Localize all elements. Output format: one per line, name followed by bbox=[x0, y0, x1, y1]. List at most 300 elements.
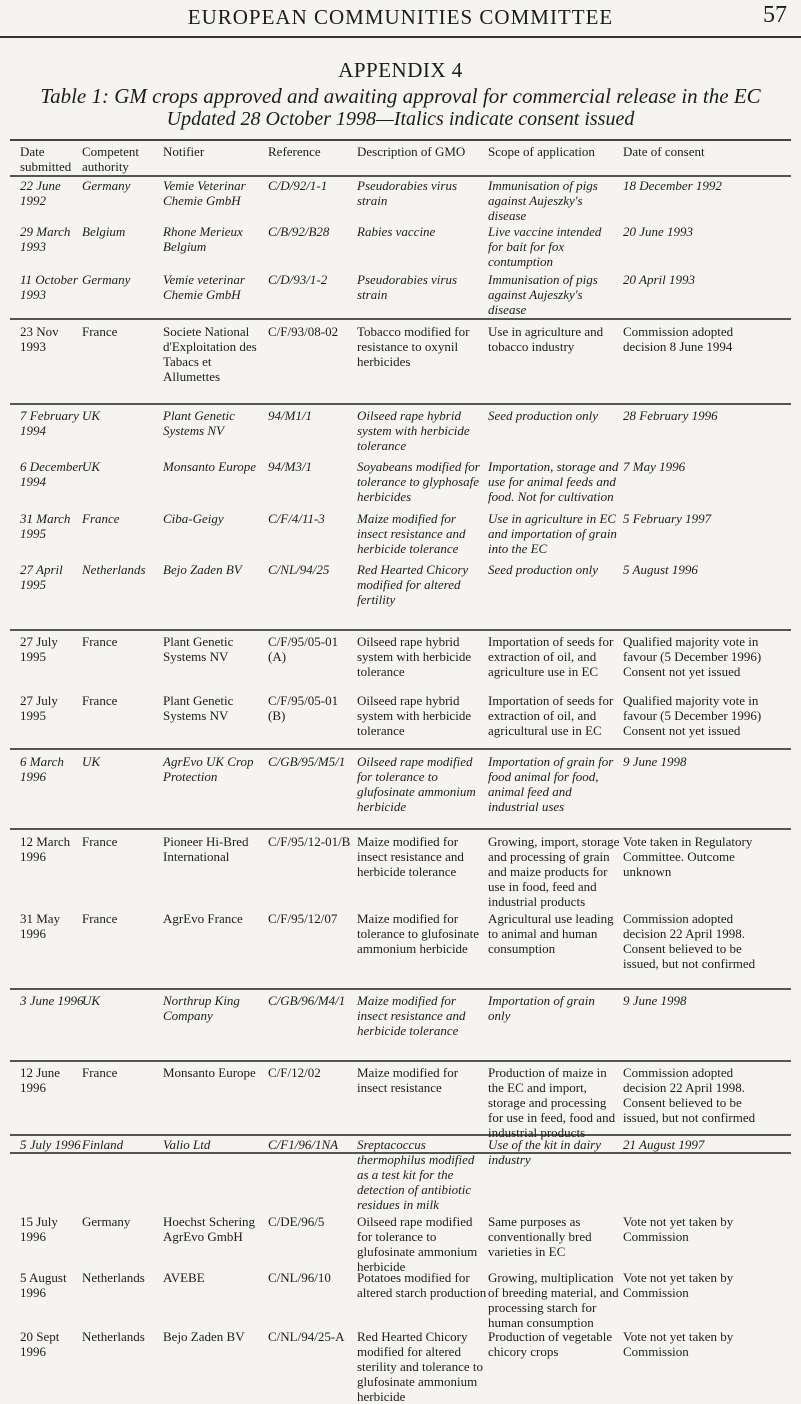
cell-text: 29 March bbox=[20, 224, 71, 239]
description-cell bbox=[357, 272, 487, 302]
cell-text: 5 August 1996 bbox=[623, 562, 698, 577]
cell-text: detection of antibiotic bbox=[357, 1182, 472, 1197]
reference-cell bbox=[268, 562, 358, 577]
date-of-consent-cell bbox=[623, 911, 793, 971]
description-cell bbox=[357, 693, 487, 738]
cell-text: Netherlands bbox=[82, 1270, 145, 1285]
running-header: EUROPEAN COMMUNITIES COMMITTEE bbox=[187, 5, 614, 29]
description-cell bbox=[357, 511, 487, 556]
cell-text: altered starch production bbox=[357, 1285, 487, 1300]
cell-text: varieties in EC bbox=[488, 1244, 566, 1259]
cell-text: Systems NV bbox=[163, 708, 229, 723]
cell-text: into the EC bbox=[488, 541, 548, 556]
cell-text: system with herbicide bbox=[357, 423, 470, 438]
cell-text: Immunisation of pigs bbox=[488, 272, 598, 287]
cell-text: 18 December 1992 bbox=[623, 178, 722, 193]
cell-text: Oilseed rape modified bbox=[357, 1214, 473, 1229]
cell-text: extraction of oil, and bbox=[488, 708, 597, 723]
cell-text: herbicides bbox=[357, 354, 411, 369]
cell-text: C/GB/95/M5/1 bbox=[268, 754, 346, 769]
cell-text: Germany bbox=[82, 272, 131, 287]
date-submitted-cell bbox=[20, 459, 84, 489]
cell-text: Growing, import, storage bbox=[488, 834, 620, 849]
cell-text: modified for altered bbox=[357, 577, 461, 592]
cell-text: Monsanto Europe bbox=[163, 1065, 256, 1080]
cell-text: 1996 bbox=[20, 849, 46, 864]
cell-text: Commission adopted bbox=[623, 911, 734, 926]
cell-text: 1995 bbox=[20, 526, 46, 541]
competent-authority-cell bbox=[82, 911, 157, 926]
cell-text: France bbox=[82, 511, 120, 526]
scope-cell bbox=[488, 224, 623, 269]
cell-text: resistance to oxynil bbox=[357, 339, 459, 354]
reference-cell bbox=[268, 754, 358, 769]
cell-text: Maize modified for bbox=[357, 1065, 459, 1080]
page-number: 57 bbox=[763, 2, 787, 28]
cell-text: Qualified majority vote in bbox=[623, 693, 759, 708]
cell-text: 31 May bbox=[20, 911, 61, 926]
cell-text: Oilseed rape hybrid bbox=[357, 408, 461, 423]
notifier-cell bbox=[163, 224, 263, 254]
cell-text: against Aujeszky's bbox=[488, 193, 583, 208]
cell-text: decision 8 June 1994 bbox=[623, 339, 733, 354]
table-top-rule bbox=[10, 139, 791, 141]
competent-authority-cell bbox=[82, 754, 157, 769]
cell-text: France bbox=[82, 634, 118, 649]
cell-text: Monsanto Europe bbox=[163, 459, 257, 474]
cell-text: tolerance to glyphosafe bbox=[357, 474, 480, 489]
cell-text: 27 July bbox=[20, 693, 58, 708]
scope-cell bbox=[488, 178, 623, 223]
cell-text: 1995 bbox=[20, 708, 46, 723]
header-text: Reference bbox=[268, 144, 321, 159]
cell-text: tolerance bbox=[357, 723, 405, 738]
scope-cell bbox=[488, 511, 623, 556]
cell-text: France bbox=[82, 1065, 118, 1080]
col-reference-header bbox=[268, 144, 321, 159]
date-submitted-cell bbox=[20, 834, 80, 864]
group-divider bbox=[10, 1060, 791, 1062]
cell-text: Pioneer Hi-Bred bbox=[163, 834, 249, 849]
cell-text: Vote not yet taken by bbox=[623, 1329, 734, 1344]
cell-text: for tolerance to bbox=[357, 1229, 437, 1244]
competent-authority-cell bbox=[82, 634, 157, 649]
cell-text: C/NL/96/10 bbox=[268, 1270, 331, 1285]
cell-text: Bejo Zaden BV bbox=[163, 562, 242, 577]
cell-text: Finland bbox=[82, 1137, 124, 1152]
scope-cell bbox=[488, 324, 623, 354]
cell-text: tolerance bbox=[357, 664, 405, 679]
competent-authority-cell bbox=[82, 178, 157, 193]
cell-text: Germany bbox=[82, 178, 131, 193]
description-cell bbox=[357, 1214, 487, 1274]
col-date-submitted-header bbox=[20, 144, 71, 174]
scope-cell bbox=[488, 911, 623, 956]
cell-text: Hoechst Schering bbox=[163, 1214, 256, 1229]
cell-text: 27 July bbox=[20, 634, 58, 649]
cell-text: Allumettes bbox=[163, 369, 221, 384]
date-submitted-cell bbox=[20, 1137, 80, 1152]
reference-cell bbox=[268, 834, 358, 849]
cell-text: residues in milk bbox=[357, 1197, 439, 1212]
group-divider bbox=[10, 403, 791, 405]
cell-text: C/F/93/08-02 bbox=[268, 324, 339, 339]
group-divider bbox=[10, 748, 791, 750]
table-subtitle: Updated 28 October 1998—Italics indicate consent issued bbox=[166, 108, 635, 130]
competent-authority-cell bbox=[82, 693, 157, 708]
cell-text: Oilseed rape modified bbox=[357, 754, 473, 769]
cell-text: Tobacco modified for bbox=[357, 324, 470, 339]
date-submitted-cell bbox=[20, 408, 80, 438]
cell-text: 12 March bbox=[20, 834, 71, 849]
cell-text: 20 April 1993 bbox=[623, 272, 695, 287]
cell-text: Importation of seeds for bbox=[488, 634, 614, 649]
cell-text: C/F1/96/1NA bbox=[268, 1137, 339, 1152]
cell-text: against Aujeszky's bbox=[488, 287, 583, 302]
cell-text: herbicide bbox=[357, 1259, 406, 1274]
scope-cell bbox=[488, 634, 623, 679]
date-of-consent-cell bbox=[623, 1329, 793, 1359]
cell-text: ammonium herbicide bbox=[357, 941, 468, 956]
cell-text: C/F/12/02 bbox=[268, 1065, 321, 1080]
cell-text: 9 June 1998 bbox=[623, 993, 687, 1008]
reference-cell bbox=[268, 511, 358, 526]
cell-text: Commission bbox=[623, 1344, 689, 1359]
cell-text: Consent believed to be bbox=[623, 941, 742, 956]
date-submitted-cell bbox=[20, 511, 80, 541]
cell-text: Committee. Outcome bbox=[623, 849, 735, 864]
cell-text: unknown bbox=[623, 864, 672, 879]
cell-text: Commission adopted bbox=[623, 324, 734, 339]
cell-text: 15 July bbox=[20, 1214, 58, 1229]
cell-text: France bbox=[82, 911, 118, 926]
date-submitted-cell bbox=[20, 754, 80, 784]
date-submitted-cell bbox=[20, 324, 80, 354]
cell-text: glufosinate ammonium bbox=[357, 1244, 478, 1259]
cell-text: Maize modified for bbox=[357, 911, 459, 926]
cell-text: human consumption bbox=[488, 1315, 594, 1330]
scope-cell bbox=[488, 272, 623, 317]
description-cell bbox=[357, 634, 487, 679]
cell-text: Oilseed rape hybrid bbox=[357, 634, 460, 649]
notifier-cell bbox=[163, 1137, 263, 1152]
reference-cell bbox=[268, 1137, 358, 1152]
cell-text: 94/M1/1 bbox=[268, 408, 313, 423]
date-of-consent-cell bbox=[623, 634, 793, 679]
description-cell bbox=[357, 178, 487, 208]
cell-text: agriculture use in EC bbox=[488, 664, 599, 679]
header-text: Notifier bbox=[163, 144, 205, 159]
cell-text: France bbox=[82, 834, 118, 849]
cell-text: Seed production only bbox=[488, 562, 598, 577]
date-of-consent-cell bbox=[623, 1214, 793, 1244]
cell-text: 6 December bbox=[20, 459, 84, 474]
notifier-cell bbox=[163, 511, 263, 526]
cell-text: C/NL/94/25-A bbox=[268, 1329, 345, 1344]
cell-text: Importation of seeds for bbox=[488, 693, 614, 708]
notifier-cell bbox=[163, 1270, 263, 1285]
header-text: Description of GMO bbox=[357, 144, 466, 159]
cell-text: 31 March bbox=[20, 511, 71, 526]
date-of-consent-cell bbox=[623, 408, 793, 423]
header-text: submitted bbox=[20, 159, 72, 174]
header-text: Date of consent bbox=[623, 144, 705, 159]
cell-text: Protection bbox=[163, 769, 218, 784]
cell-text: insect resistance and bbox=[357, 1008, 466, 1023]
appendix-title: APPENDIX 4 bbox=[338, 58, 463, 82]
notifier-cell bbox=[163, 562, 263, 577]
cell-text: Consent not yet issued bbox=[623, 664, 741, 679]
cell-text: chicory crops bbox=[488, 1344, 559, 1359]
description-cell bbox=[357, 1137, 487, 1212]
scope-cell bbox=[488, 993, 623, 1023]
cell-text: disease bbox=[488, 208, 527, 223]
cell-text: AgrEvo GmbH bbox=[163, 1229, 243, 1244]
cell-text: 1994 bbox=[20, 474, 46, 489]
cell-text: 28 February 1996 bbox=[623, 408, 718, 423]
reference-cell bbox=[268, 224, 358, 239]
cell-text: C/NL/94/25 bbox=[268, 562, 330, 577]
cell-text: France bbox=[82, 693, 118, 708]
date-submitted-cell bbox=[20, 634, 80, 664]
cell-text: International bbox=[163, 849, 230, 864]
cell-text: Growing, multiplication bbox=[488, 1270, 614, 1285]
cell-text: disease bbox=[488, 302, 527, 317]
group-divider bbox=[10, 988, 791, 990]
cell-text: 1995 bbox=[20, 649, 46, 664]
cell-text: 6 March bbox=[20, 754, 64, 769]
cell-text: processing starch for bbox=[488, 1300, 597, 1315]
cell-text: fertility bbox=[357, 592, 396, 607]
cell-text: 23 Nov bbox=[20, 324, 59, 339]
cell-text: issued, but not confirmed bbox=[623, 1110, 756, 1125]
date-of-consent-cell bbox=[623, 1270, 793, 1300]
cell-text: agricultural use in EC bbox=[488, 723, 602, 738]
cell-text: AgrEvo France bbox=[163, 911, 243, 926]
cell-text: Maize modified for bbox=[357, 993, 456, 1008]
cell-text: d'Exploitation des bbox=[163, 339, 257, 354]
description-cell bbox=[357, 562, 487, 607]
cell-text: UK bbox=[82, 993, 101, 1008]
cell-text: Production of vegetable bbox=[488, 1329, 613, 1344]
group-divider bbox=[10, 318, 791, 320]
competent-authority-cell bbox=[82, 1270, 157, 1285]
scope-cell bbox=[488, 1065, 623, 1140]
cell-text: 27 April bbox=[20, 562, 63, 577]
description-cell bbox=[357, 1329, 487, 1404]
cell-text: France bbox=[82, 324, 118, 339]
date-of-consent-cell bbox=[623, 693, 793, 738]
cell-text: Oilseed rape hybrid bbox=[357, 693, 460, 708]
cell-text: food animal for food, bbox=[488, 769, 599, 784]
cell-text: 1996 bbox=[20, 926, 46, 941]
reference-cell bbox=[268, 1270, 358, 1285]
date-of-consent-cell bbox=[623, 834, 793, 879]
reference-cell bbox=[268, 693, 358, 723]
cell-text: Netherlands bbox=[82, 1329, 145, 1344]
cell-text: sterility and tolerance to bbox=[357, 1359, 483, 1374]
cell-text: Vote not yet taken by bbox=[623, 1270, 734, 1285]
scope-cell bbox=[488, 754, 623, 814]
header-rule bbox=[0, 36, 801, 38]
cell-text: Ciba-Geigy bbox=[163, 511, 224, 526]
cell-text: Sreptacoccus bbox=[357, 1137, 426, 1152]
competent-authority-cell bbox=[82, 993, 157, 1008]
cell-text: Live vaccine intended bbox=[488, 224, 602, 239]
cell-text: Consent not yet issued bbox=[623, 723, 741, 738]
cell-text: Systems NV bbox=[163, 423, 225, 438]
cell-text: Company bbox=[163, 1008, 213, 1023]
competent-authority-cell bbox=[82, 459, 157, 474]
cell-text: Systems NV bbox=[163, 649, 229, 664]
scope-cell bbox=[488, 459, 623, 504]
cell-text: system with herbicide bbox=[357, 649, 472, 664]
cell-text: 1992 bbox=[20, 193, 46, 208]
cell-text: C/GB/96/M4/1 bbox=[268, 993, 346, 1008]
cell-text: contumption bbox=[488, 254, 553, 269]
scope-cell bbox=[488, 562, 623, 577]
cell-text: animal feed and bbox=[488, 784, 572, 799]
reference-cell bbox=[268, 272, 358, 287]
scope-cell bbox=[488, 1270, 623, 1330]
scope-cell bbox=[488, 1329, 623, 1359]
competent-authority-cell bbox=[82, 1137, 157, 1152]
notifier-cell bbox=[163, 272, 263, 302]
cell-text: herbicide tolerance bbox=[357, 864, 457, 879]
cell-text: modified for altered bbox=[357, 1344, 461, 1359]
cell-text: herbicide tolerance bbox=[357, 541, 459, 556]
cell-text: 1995 bbox=[20, 577, 46, 592]
cell-text: for use in feed, food and bbox=[488, 1110, 616, 1125]
competent-authority-cell bbox=[82, 1065, 157, 1080]
reference-cell bbox=[268, 408, 358, 423]
date-submitted-cell bbox=[20, 178, 80, 208]
cell-text: thermophilus modified bbox=[357, 1152, 475, 1167]
notifier-cell bbox=[163, 754, 263, 784]
cell-text: 20 June 1993 bbox=[623, 224, 694, 239]
reference-cell bbox=[268, 634, 358, 664]
notifier-cell bbox=[163, 834, 263, 864]
cell-text: for tolerance to bbox=[357, 769, 438, 784]
cell-text: C/F/4/11-3 bbox=[268, 511, 325, 526]
cell-text: Vote taken in Regulatory bbox=[623, 834, 753, 849]
cell-text: Societe National bbox=[163, 324, 250, 339]
cell-text: decision 22 April 1998. bbox=[623, 926, 746, 941]
date-of-consent-cell bbox=[623, 324, 793, 354]
reference-cell bbox=[268, 1214, 358, 1229]
cell-text: Commission bbox=[623, 1285, 689, 1300]
table-title: Table 1: GM crops approved and awaiting approval for commercial release in the EC bbox=[40, 84, 761, 108]
cell-text: herbicides bbox=[357, 489, 412, 504]
cell-text: use for animal feeds and bbox=[488, 474, 616, 489]
date-submitted-cell bbox=[20, 1214, 80, 1244]
notifier-cell bbox=[163, 693, 263, 723]
competent-authority-cell bbox=[82, 324, 157, 339]
cell-text: and maize products for bbox=[488, 864, 608, 879]
group-divider bbox=[10, 175, 791, 177]
col-competent-authority-header bbox=[82, 144, 139, 174]
cell-text: Importation of grain for bbox=[488, 754, 614, 769]
competent-authority-cell bbox=[82, 272, 157, 287]
cell-text: and processing of grain bbox=[488, 849, 610, 864]
date-of-consent-cell bbox=[623, 178, 793, 193]
cell-text: 1996 bbox=[20, 1229, 46, 1244]
cell-text: Seed production only bbox=[488, 408, 598, 423]
cell-text: conventionally bred bbox=[488, 1229, 592, 1244]
cell-text: glufosinate ammonium bbox=[357, 784, 476, 799]
reference-cell bbox=[268, 178, 358, 193]
notifier-cell bbox=[163, 178, 263, 208]
competent-authority-cell bbox=[82, 224, 157, 239]
date-of-consent-cell bbox=[623, 1065, 793, 1125]
reference-cell bbox=[268, 324, 358, 339]
cell-text: Vote not yet taken by bbox=[623, 1214, 734, 1229]
date-submitted-cell bbox=[20, 1065, 80, 1095]
date-of-consent-cell bbox=[623, 459, 793, 474]
cell-text: UK bbox=[82, 408, 101, 423]
cell-text: Use in agriculture in EC bbox=[488, 511, 617, 526]
cell-text: 1993 bbox=[20, 239, 46, 254]
header-text: Competent bbox=[82, 144, 140, 159]
date-of-consent-cell bbox=[623, 272, 793, 287]
cell-text: Production of maize in bbox=[488, 1065, 607, 1080]
header-text: Scope of application bbox=[488, 144, 595, 159]
cell-text: 22 June bbox=[20, 178, 61, 193]
cell-text: C/F/95/05-01 bbox=[268, 693, 339, 708]
cell-text: Plant Genetic bbox=[163, 634, 234, 649]
cell-text: Red Hearted Chicory bbox=[357, 562, 469, 577]
notifier-cell bbox=[163, 459, 263, 474]
cell-text: UK bbox=[82, 459, 101, 474]
cell-text: 5 August bbox=[20, 1270, 67, 1285]
date-submitted-cell bbox=[20, 693, 80, 723]
cell-text: for bait for fox bbox=[488, 239, 565, 254]
cell-text: Rabies vaccine bbox=[357, 224, 436, 239]
cell-text: herbicide bbox=[357, 1389, 406, 1404]
cell-text: of breeding material, and bbox=[488, 1285, 619, 1300]
description-cell bbox=[357, 408, 487, 453]
cell-text: C/F/95/12-01/B bbox=[268, 834, 351, 849]
cell-text: 12 June bbox=[20, 1065, 61, 1080]
date-submitted-cell bbox=[20, 911, 80, 941]
notifier-cell bbox=[163, 993, 263, 1023]
cell-text: storage and processing bbox=[488, 1095, 607, 1110]
competent-authority-cell bbox=[82, 511, 157, 526]
notifier-cell bbox=[163, 408, 263, 438]
cell-text: Rhone Merieux bbox=[163, 224, 243, 239]
cell-text: industrial products bbox=[488, 1125, 586, 1140]
reference-cell bbox=[268, 459, 358, 474]
cell-text: favour (5 December 1996) bbox=[623, 649, 762, 664]
cell-text: 1993 bbox=[20, 339, 46, 354]
cell-text: C/DE/96/5 bbox=[268, 1214, 325, 1229]
cell-text: Tabacs et bbox=[163, 354, 212, 369]
cell-text: Vemie veterinar bbox=[163, 272, 245, 287]
cell-text: industrial uses bbox=[488, 799, 565, 814]
cell-text: Germany bbox=[82, 1214, 131, 1229]
cell-text: food. Not for cultivation bbox=[488, 489, 614, 504]
date-submitted-cell bbox=[20, 1329, 80, 1359]
notifier-cell bbox=[163, 634, 263, 664]
group-divider bbox=[10, 629, 791, 631]
date-submitted-cell bbox=[20, 1270, 80, 1300]
reference-cell bbox=[268, 1329, 358, 1344]
cell-text: insect resistance and bbox=[357, 526, 466, 541]
competent-authority-cell bbox=[82, 562, 157, 577]
cell-text: Plant Genetic bbox=[163, 693, 234, 708]
cell-text: Vemie Veterinar bbox=[163, 178, 246, 193]
reference-cell bbox=[268, 1065, 358, 1080]
